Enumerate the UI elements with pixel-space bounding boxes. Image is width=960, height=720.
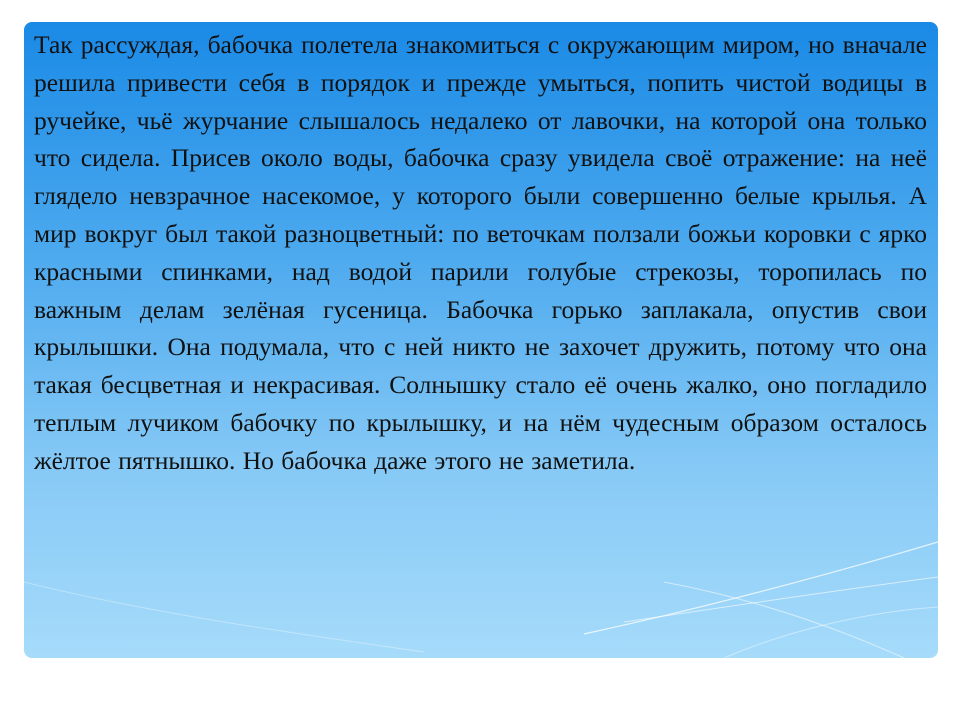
text-panel [24,22,938,658]
story-paragraph: Так рассуждая, бабочка полетела знакомиться с окружающим миром, но вначале решила привести себя в порядок и прежде умыться, попить чистой водицы в ручейке, чьё журчание слышалось недалеко от лавочки, на которой она только что сидела. Присев около воды, бабочка сразу увидела своё отражение: на неё глядело невзрачное насекомое, у которого были совершенно белые крылья. А мир вокруг был такой разноцветный: по веточкам ползали божьи коровки с ярко красными спинками, над водой парили голубые стрекозы, торопилась по важным делам зелёная гусеница. Бабочка горько заплакала, опустив свои крылышки. Она подумала, что с ней никто не захочет дружить, потому что она такая бесцветная и некрасивая. Солнышку стало её очень жалко, оно погладило теплым лучиком бабочку по крылышку, и на нём чудесным образом осталось жёлтое пятнышко. Но бабочка даже этого не заметила. [34,30,927,475]
